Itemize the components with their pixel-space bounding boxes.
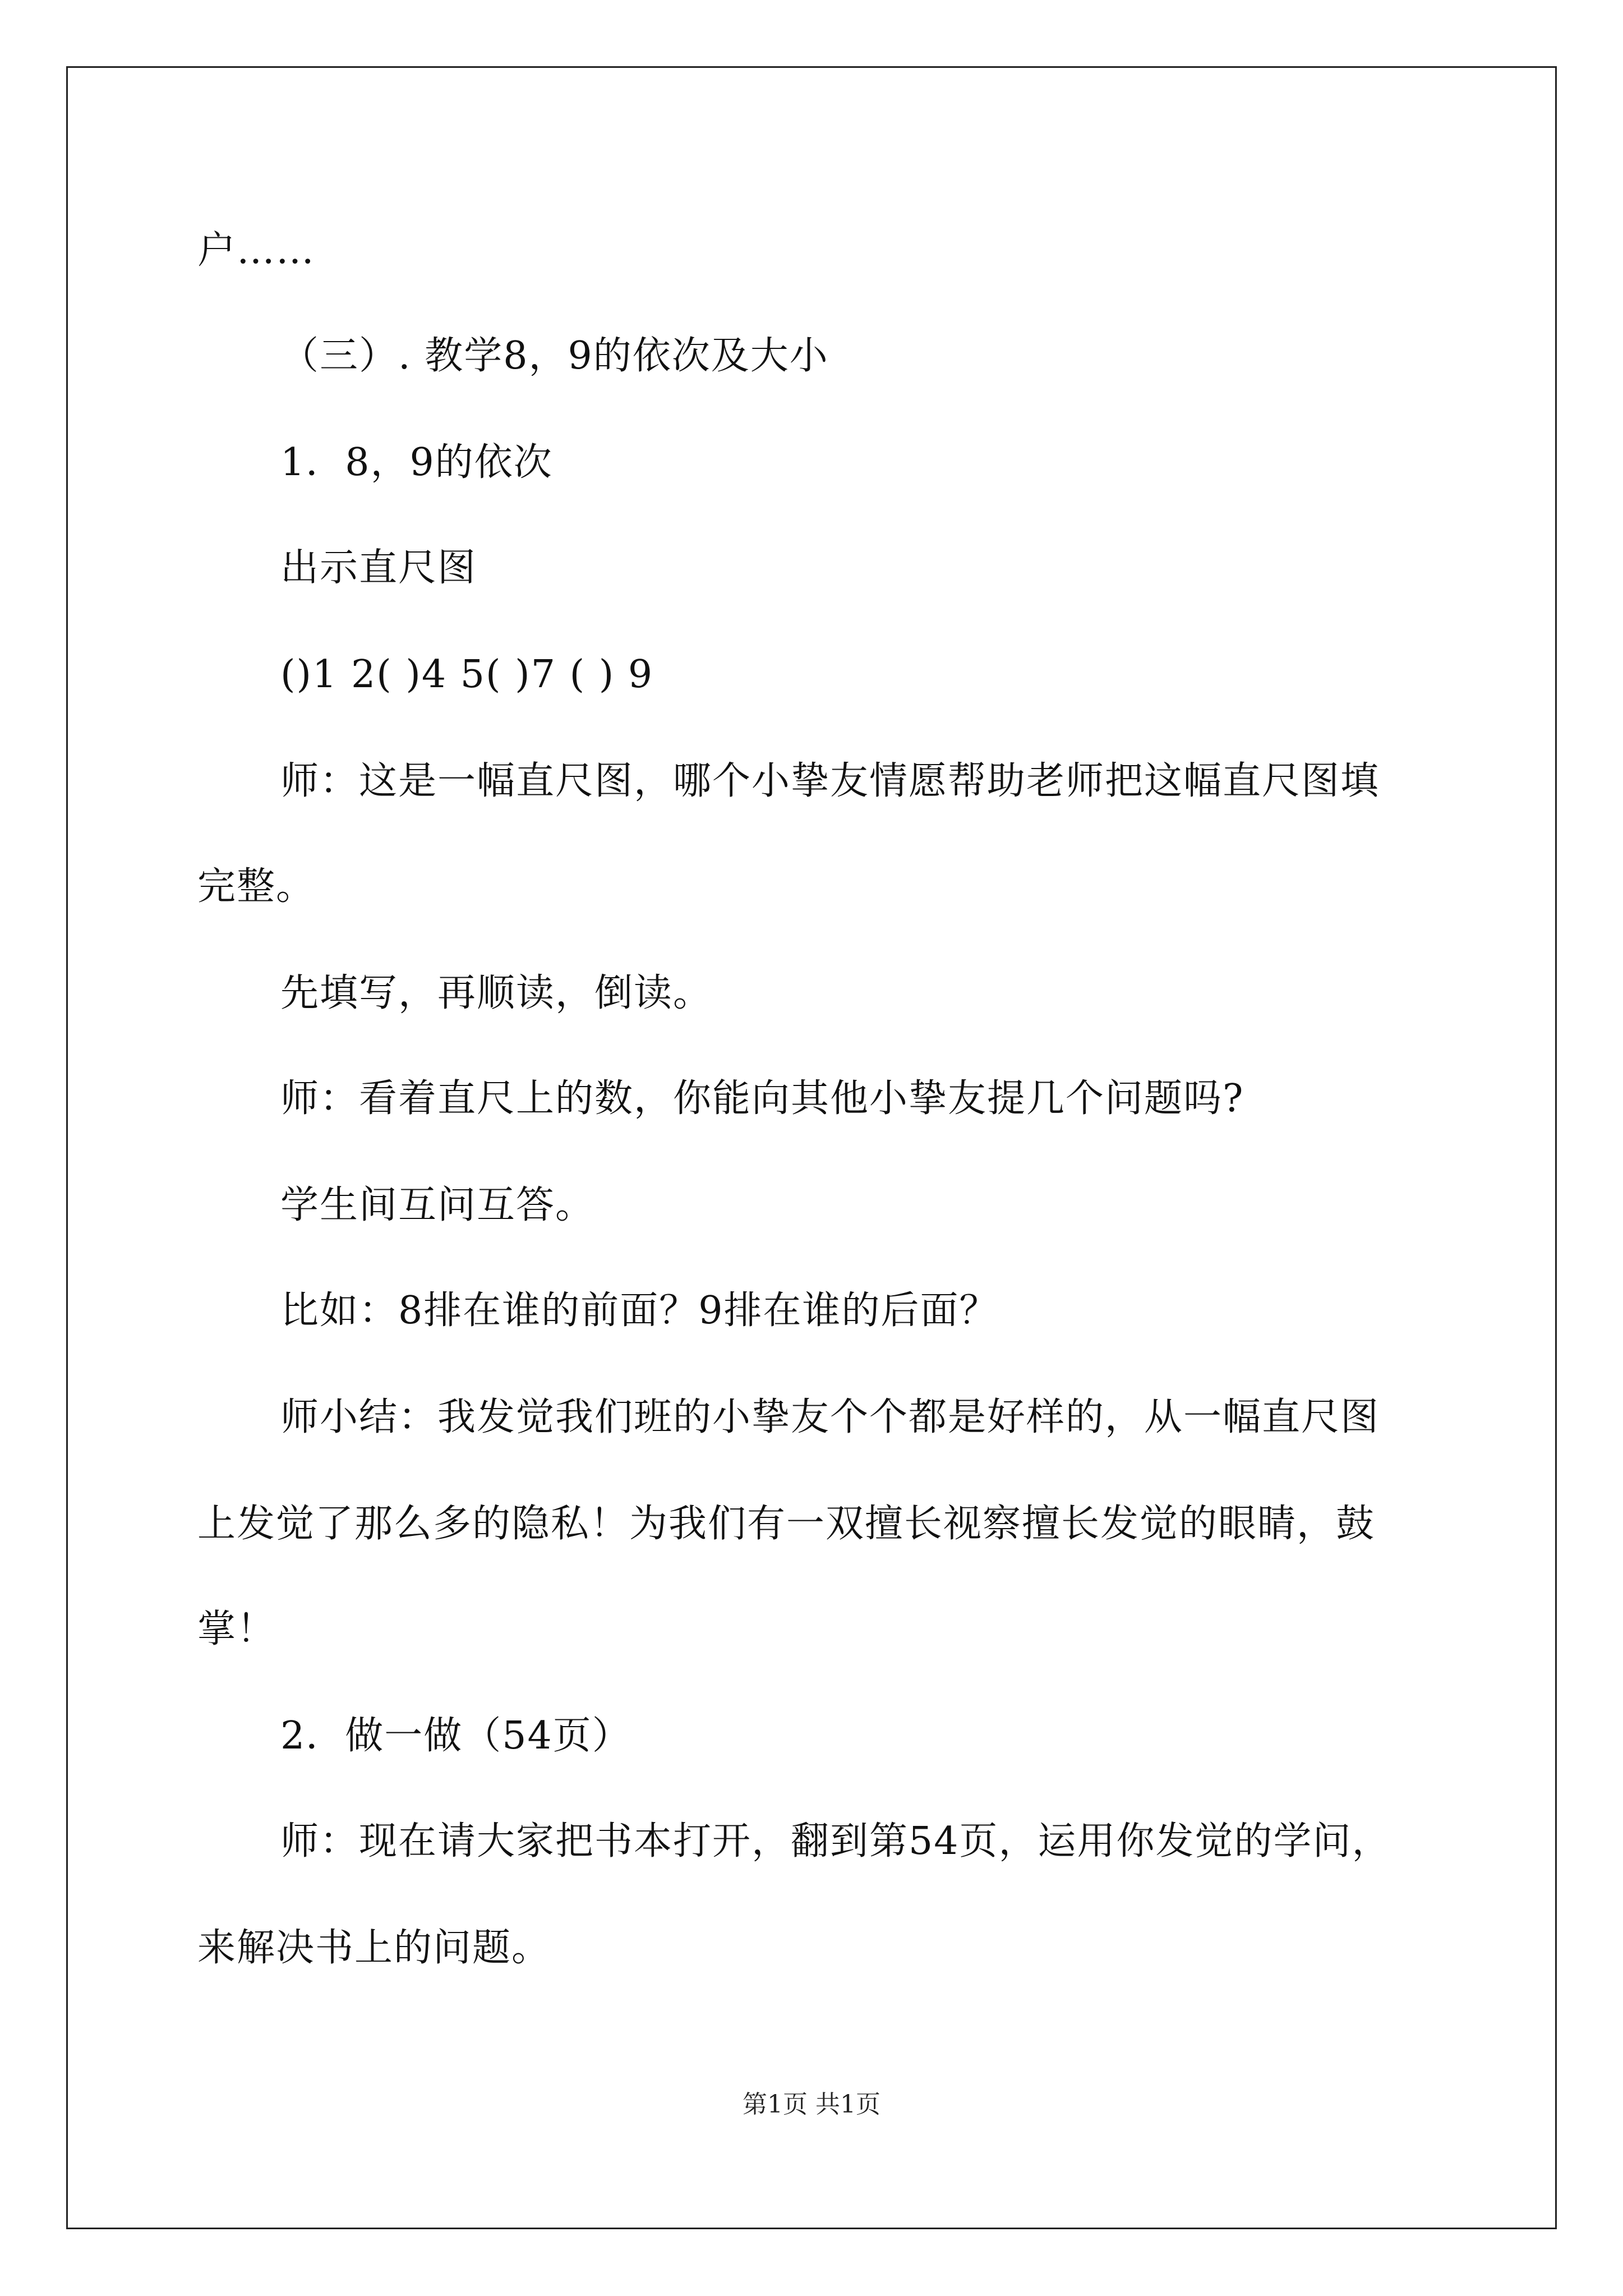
text-line: 比如：8排在谁的前面？9排在谁的后面？ bbox=[280, 1289, 999, 1333]
ruler-sequence: ()1 2( )4 5( )7 ( ) 9 bbox=[280, 652, 654, 697]
text-line: 完整。 bbox=[197, 864, 316, 909]
subsection-heading: 2．做一做（54页） bbox=[280, 1714, 631, 1758]
text-line: 来解决书上的问题。 bbox=[197, 1926, 551, 1970]
text-line: 学生间互问互答。 bbox=[280, 1183, 595, 1227]
page-footer: 第1页 共1页 bbox=[743, 2090, 880, 2119]
text-line: 先填写，再顺读，倒读。 bbox=[280, 971, 713, 1015]
text-line: 户…… bbox=[197, 228, 316, 273]
text-line: 出示直尺图 bbox=[280, 546, 477, 590]
text-line: 师：看着直尺上的数，你能向其他小挚友提几个问题吗? bbox=[280, 1076, 1244, 1121]
text-line: 上发觉了那么多的隐私！为我们有一双擅长视察擅长发觉的眼睛，鼓 bbox=[197, 1502, 1376, 1546]
text-line: 师：这是一幅直尺图，哪个小挚友情愿帮助老师把这幅直尺图填 bbox=[280, 759, 1380, 803]
section-heading: （三）. 教学8，9的依次及大小 bbox=[280, 334, 829, 378]
page-border bbox=[66, 66, 1557, 2229]
text-line: 师小结：我发觉我们班的小挚友个个都是好样的，从一幅直尺图 bbox=[280, 1395, 1380, 1439]
text-line: 师：现在请大家把书本打开，翻到第54页，运用你发觉的学问， bbox=[280, 1819, 1391, 1864]
subsection-heading: 1．8，9的依次 bbox=[280, 440, 553, 485]
text-line: 掌！ bbox=[197, 1607, 276, 1651]
